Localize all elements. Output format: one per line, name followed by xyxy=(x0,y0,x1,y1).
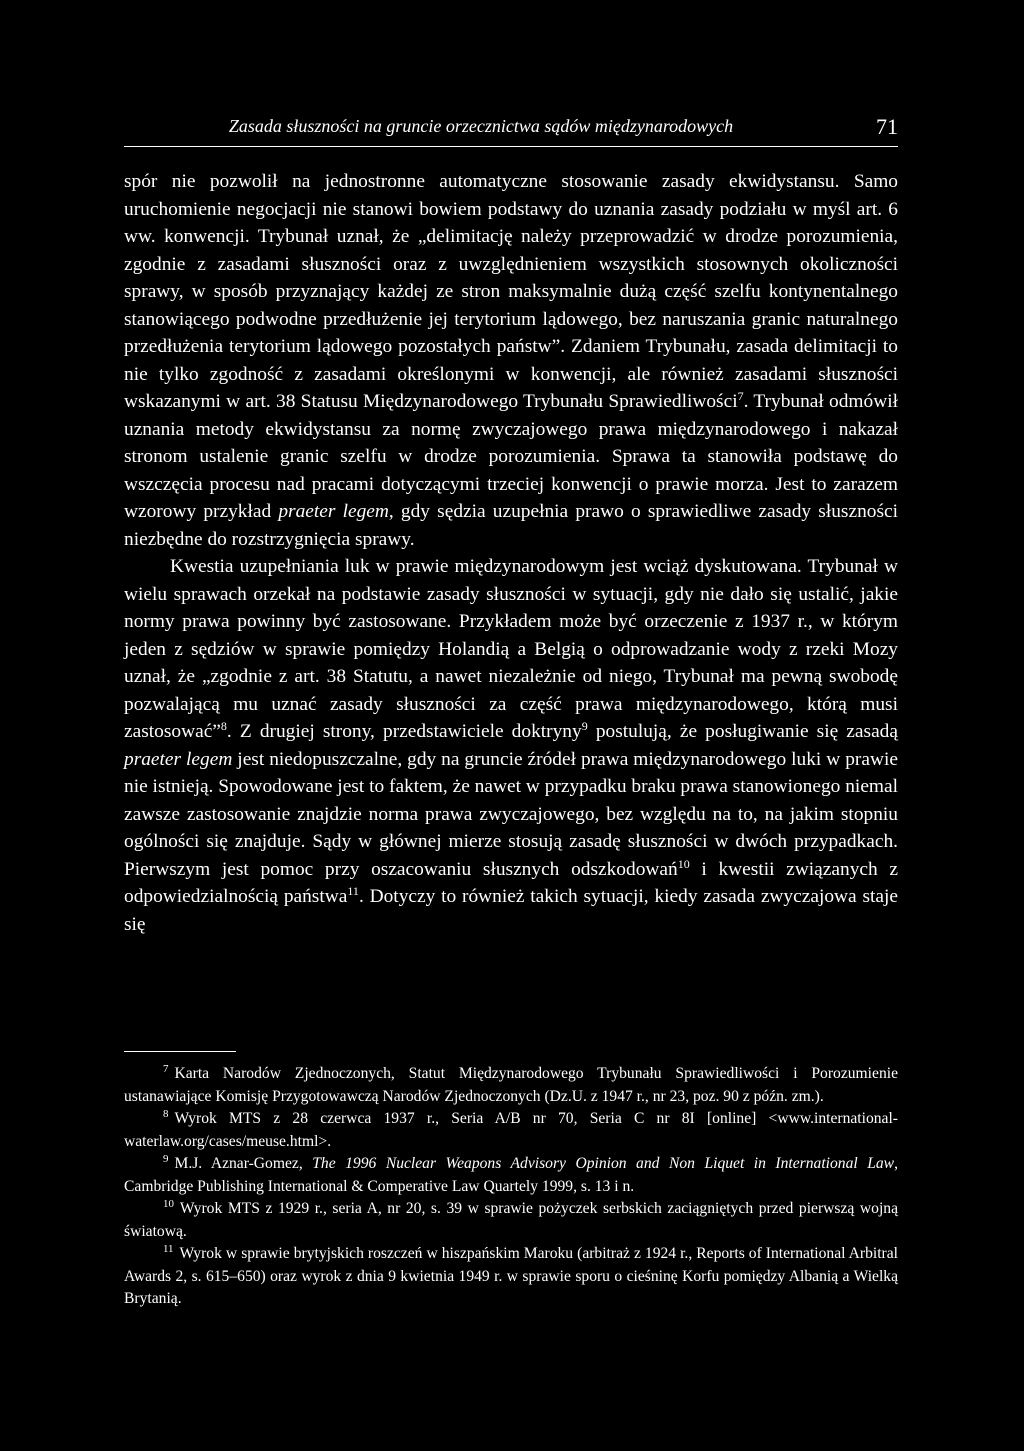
footnote-7 xyxy=(124,1063,898,1108)
running-title: Zasada słuszności na gruncie orzecznictwa sądów międzynarodowych xyxy=(228,116,734,136)
paragraph-2-text-f: . Dotyczy to również takich sytuacji, kiedy zasada zwyczajowa staje się xyxy=(124,886,898,935)
paragraph-1-text-b: . Trybunał odmówił uznania metody ekwidystansu za normę zwyczajowego prawa międzynarodowego i nakazał stronom ustalenie granic szelfu w drodze porozumienia. Sprawa ta stanowiła podstawę do wszczęcia procesu nad pracami dotyczącymi trzeciej konwencji o prawie morza. Jest to zarazem wzorowy przykład xyxy=(124,391,898,522)
footnote-9 xyxy=(124,1153,898,1198)
body-text xyxy=(124,168,898,938)
footnote-ref-9: 9 xyxy=(581,718,588,733)
paragraph-1 xyxy=(124,168,898,553)
footnote-ref-10: 10 xyxy=(677,856,690,871)
footnote-ref-11: 11 xyxy=(347,883,359,898)
footnote-8 xyxy=(124,1108,898,1153)
footnote-text: Wyrok MTS z 1929 r., seria A, nr 20, s. 39 w sprawie pożyczek serbskich zaciągniętych przed pierwszą wojną światową. xyxy=(124,1200,898,1240)
footnote-text: Karta Narodów Zjednoczonych, Statut Międzynarodowego Trybunału Sprawiedliwości i Porozumienie ustanawiające Komisję Przygotowawczą Narodów Zjednoczonych (Dz.U. z 1947 r., nr 23, poz. 90 z późn. zm.). xyxy=(124,1065,898,1105)
latin-term: praeter legem xyxy=(278,501,389,522)
footnotes xyxy=(124,1063,898,1311)
footnote-separator xyxy=(124,1051,236,1052)
footnote-number: 8 xyxy=(163,1108,169,1120)
footnote-publisher: , Cambridge Publishing International & Comperative Law Quartely 1999, s. 13 i n. xyxy=(124,1155,898,1195)
latin-term: praeter legem xyxy=(124,748,233,770)
footnote-number: 9 xyxy=(163,1153,169,1165)
paragraph-1-text-a: spór nie pozwolił na jednostronne automatyczne stosowanie zasady ekwidystansu. Samo uruchomienie negocjacji nie stanowi bowiem podstawy do uznania zasady podziału w myśl art. 6 ww. konwencji. Trybunał uznał, że „delimitację należy przeprowadzić w drodze porozumienia, zgodnie z zasadami słuszności oraz z uwzględnieniem wszystkich stosownych okoliczności sprawy, w sposób przyznający każdej ze stron maksymalnie dużą część szelfu kontynentalnego stanowiącego podwodne przedłużenie jej terytorium lądowego, bez naruszania granic naturalnego przedłużenia terytorium lądowego pozostałych państw”. Zdaniem Trybunału, zasada delimitacji to nie tylko zgodność z zasadami określonymi w konwencji, ale również zasadami słuszności wskazanymi w art. 38 Statusu Międzynarodowego Trybunału Sprawiedliwości xyxy=(124,171,898,412)
footnote-number: 7 xyxy=(163,1063,169,1075)
footnote-ref-8: 8 xyxy=(220,718,227,733)
footnote-number: 10 xyxy=(163,1198,174,1210)
paragraph-2-text-b: . Z drugiej strony, przedstawiciele doktryny xyxy=(226,721,582,742)
footnote-text: Wyrok w sprawie brytyjskich roszczeń w hiszpańskim Maroku (arbitraż z 1924 r., Reports of International Arbitral Awards 2, s. 615–650) oraz wyrok z dnia 9 kwietnia 1949 r. w sprawie sporu o cieśninę Korfu pomiędzy Albanią a Wielką Brytanią. xyxy=(124,1245,898,1307)
footnote-11 xyxy=(124,1243,898,1311)
footnote-number: 11 xyxy=(163,1243,174,1255)
paragraph-2-text-c: postulują, że posługiwanie się zasadą xyxy=(587,721,898,742)
page-number: 71 xyxy=(876,114,898,139)
paragraph-2-text-a: Kwestia uzupełniania luk w prawie międzynarodowym jest wciąż dyskutowana. Trybunał w wielu sprawach orzekał na podstawie zasady słuszności w sytuacji, gdy nie dało się ustalić, jakie normy prawa powinny być zastosowane. Przykładem może być orzeczenie z 1937 r., w którym jeden z sędziów w sprawie pomiędzy Holandią a Belgią o odprowadzanie wody z rzeki Mozy uznał, że „zgodnie z art. 38 Statutu, a nawet niezależnie od niego, Trybunał ma pewną swobodę pozwalającą mu uznać zasady słuszności za część prawa międzynarodowego, którą musi zastosować” xyxy=(124,556,898,742)
paragraph-2 xyxy=(124,553,898,938)
footnote-text: Wyrok MTS z 28 czerwca 1937 r., Seria A/B nr 70, Seria C nr 8I [online] <www.internationalwaterlaw.org/cases/meuse.html>. xyxy=(124,1110,898,1150)
footnote-ref-7: 7 xyxy=(737,388,744,403)
paragraph-1-text-c: , gdy sędzia uzupełnia prawo o sprawiedliwe zasady słuszności niezbędne do rozstrzygnięcia sprawy. xyxy=(124,501,899,550)
footnote-10 xyxy=(124,1198,898,1243)
paragraph-2-text-d: jest niedopuszczalne, gdy na gruncie źródeł prawa międzynarodowego luki w prawie nie istnieją. Spowodowane jest to faktem, że nawet w przypadku braku prawa stanowionego niemal zawsze zastosowanie znajdzie norma prawa zwyczajowego, bez względu na to, na jakim stopniu ogólności się znajduje. Sądy w głównej mierze stosują zasadę słuszności w dwóch przypadkach. Pierwszym jest pomoc przy oszacowaniu słusznych odszkodowań xyxy=(124,748,898,880)
footnote-book-title: The 1996 Nuclear Weapons Advisory Opinion and Non Liquet in International Law xyxy=(312,1155,895,1172)
running-header xyxy=(124,112,898,147)
footnote-author: M.J. Aznar-Gomez, xyxy=(174,1155,313,1172)
paragraph-2-text-e: i kwestii związanych z odpowiedzialnością państwa xyxy=(124,858,898,907)
